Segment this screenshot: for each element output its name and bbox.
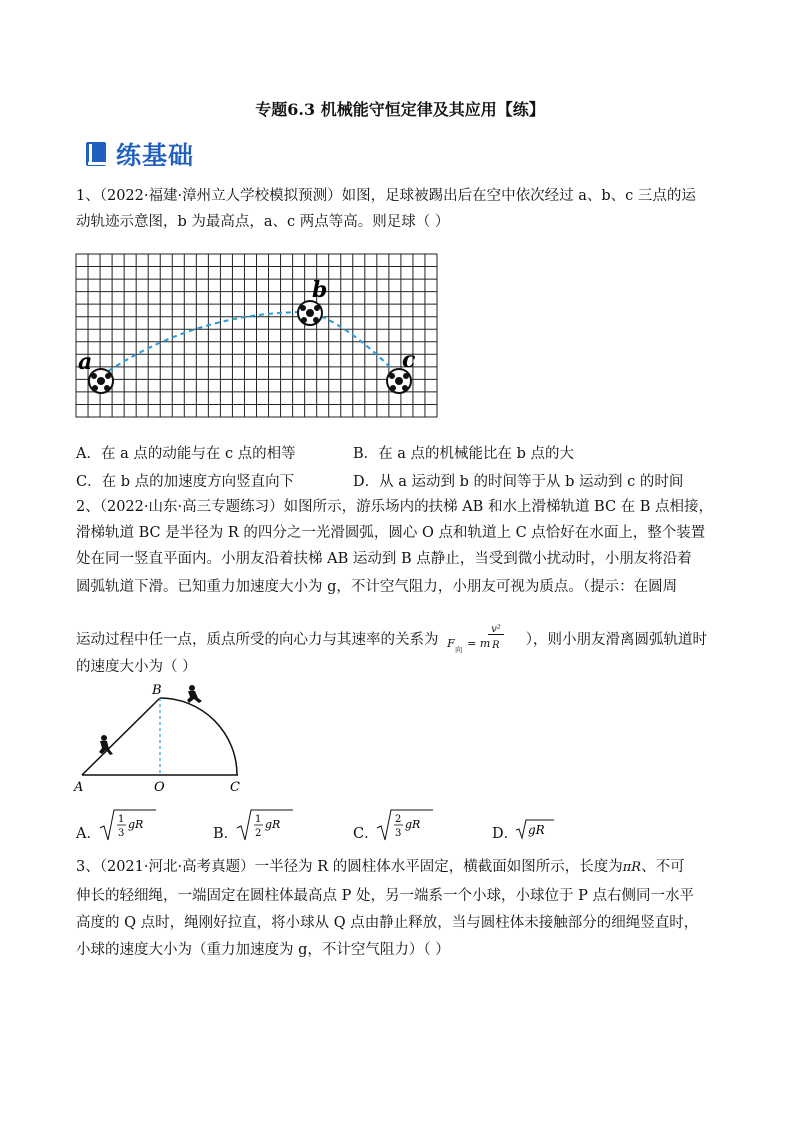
point-b-label: b [312, 277, 328, 303]
child-on-slide [187, 685, 202, 703]
q2-text-line-1: 2、（2022·山东·高三专题练习）如图所示，游乐场内的扶梯 AB 和水上滑梯轨道 BC 在 B 点相接， [76, 499, 714, 515]
sqrt-tail: gR [128, 818, 144, 831]
q3-text-line-4: 小球的速度大小为（重力加速度为 g，不计空气阻力）（ ） [76, 942, 450, 958]
frac-num: 2 [395, 814, 402, 825]
point-a-label: a [78, 349, 93, 375]
q2-text-line-5 [76, 624, 707, 654]
q1-option-c[interactable]: C．在 b 点的加速度方向竖直向下 [76, 474, 295, 490]
section-header [84, 136, 194, 172]
frac-num: 1 [255, 814, 262, 825]
q1-text-line-1: 1、（2022·福建·漳州立人学校模拟预测）如图，足球被踢出后在空中依次经过 a、b、c 三点的运 [76, 188, 696, 204]
formula-den: R [492, 640, 500, 651]
sqrt-tail: gR [265, 818, 281, 831]
sqrt-tail: gR [405, 818, 421, 831]
q2-option-d-label: D． [492, 826, 519, 842]
label-a: A [74, 780, 84, 795]
ball-b [298, 301, 322, 325]
sqrt-symbol [514, 818, 558, 842]
q1-option-b[interactable]: B．在 a 点的机械能比在 b 点的大 [353, 446, 575, 462]
q2-text-line-3: 处在同一竖直平面内。小朋友沿着扶梯 AB 运动到 B 点静止，当受到微小扰动时，小朋友将沿着 [76, 551, 692, 567]
q1-option-a[interactable]: A．在 a 点的动能与在 c 点的相等 [76, 446, 296, 462]
book-icon [84, 140, 110, 168]
q2-option-b-label: B． [213, 826, 239, 842]
frac-den: 2 [255, 828, 262, 839]
label-c: C [230, 780, 240, 795]
ball-a [89, 369, 113, 393]
q2-figure [70, 680, 250, 800]
sqrt-symbol [98, 808, 158, 844]
q3-text-line-1b: 、不可 [641, 859, 685, 875]
formula-num: v² [491, 624, 501, 635]
sqrt-symbol [375, 808, 435, 844]
q1-option-d[interactable]: D．从 a 运动到 b 的时间等于从 b 运动到 c 的时间 [353, 474, 684, 490]
sqrt-tail: gR [528, 823, 545, 837]
q2-option-a-label: A． [76, 826, 101, 842]
q3-text-line-2: 伸长的轻细绳，一端固定在圆柱体最高点 P 处，另一端系一个小球，小球位于 P 点右侧同一水平 [76, 888, 694, 904]
formula-eq: = m [467, 637, 491, 650]
frac-num: 1 [118, 814, 125, 825]
q2-text-line-5a: 运动过程中任一点，质点所受的向心力与其速率的关系为 [76, 632, 439, 648]
q2-text-line-6: 的速度大小为（ ） [76, 659, 197, 675]
frac-den: 3 [395, 828, 402, 839]
q2-text-line-4: 圆弧轨道下滑。已知重力加速度大小为 g，不计空气阻力，小朋友可视为质点。（提示：在圆周 [76, 579, 678, 595]
q1-figure [74, 252, 440, 420]
point-c-label: c [402, 347, 416, 373]
q2-text-line-2: 滑梯轨道 BC 是半径为 R 的四分之一光滑圆弧，圆心 O 点和轨道上 C 点恰好在水面上，整个装置 [76, 525, 706, 541]
formula-f: F [447, 637, 455, 650]
label-b: B [152, 683, 162, 698]
frac-den: 3 [118, 828, 125, 839]
q3-text-line-1a: 3、（2021·河北·高考真题）一半径为 R 的圆柱体水平固定，横截面如图所示，长度为 [76, 859, 623, 875]
formula-bar [488, 634, 504, 635]
page-title: 专题6.3 机械能守恒定律及其应用【练】 [255, 100, 545, 119]
q3-text-line-3: 高度的 Q 点时，绳刚好拉直，将小球从 Q 点由静止释放，当与圆柱体未接触部分的细绳竖直时， [76, 915, 699, 931]
q2-text-line-5b: ），则小朋友滑离圆弧轨道时 [525, 632, 707, 648]
q3-text-line-1 [76, 857, 685, 878]
section-label: 练基础 [116, 141, 195, 170]
sqrt-symbol [235, 808, 295, 844]
formula-sub: 向 [455, 646, 463, 654]
q2-option-c-label: C． [353, 826, 379, 842]
label-o: O [154, 780, 165, 795]
grid [76, 254, 437, 417]
centripetal-formula [443, 624, 521, 654]
pi-r: πR [622, 860, 642, 875]
q1-text-line-2: 动轨迹示意图，b 为最高点，a、c 两点等高。则足球（ ） [76, 214, 450, 230]
